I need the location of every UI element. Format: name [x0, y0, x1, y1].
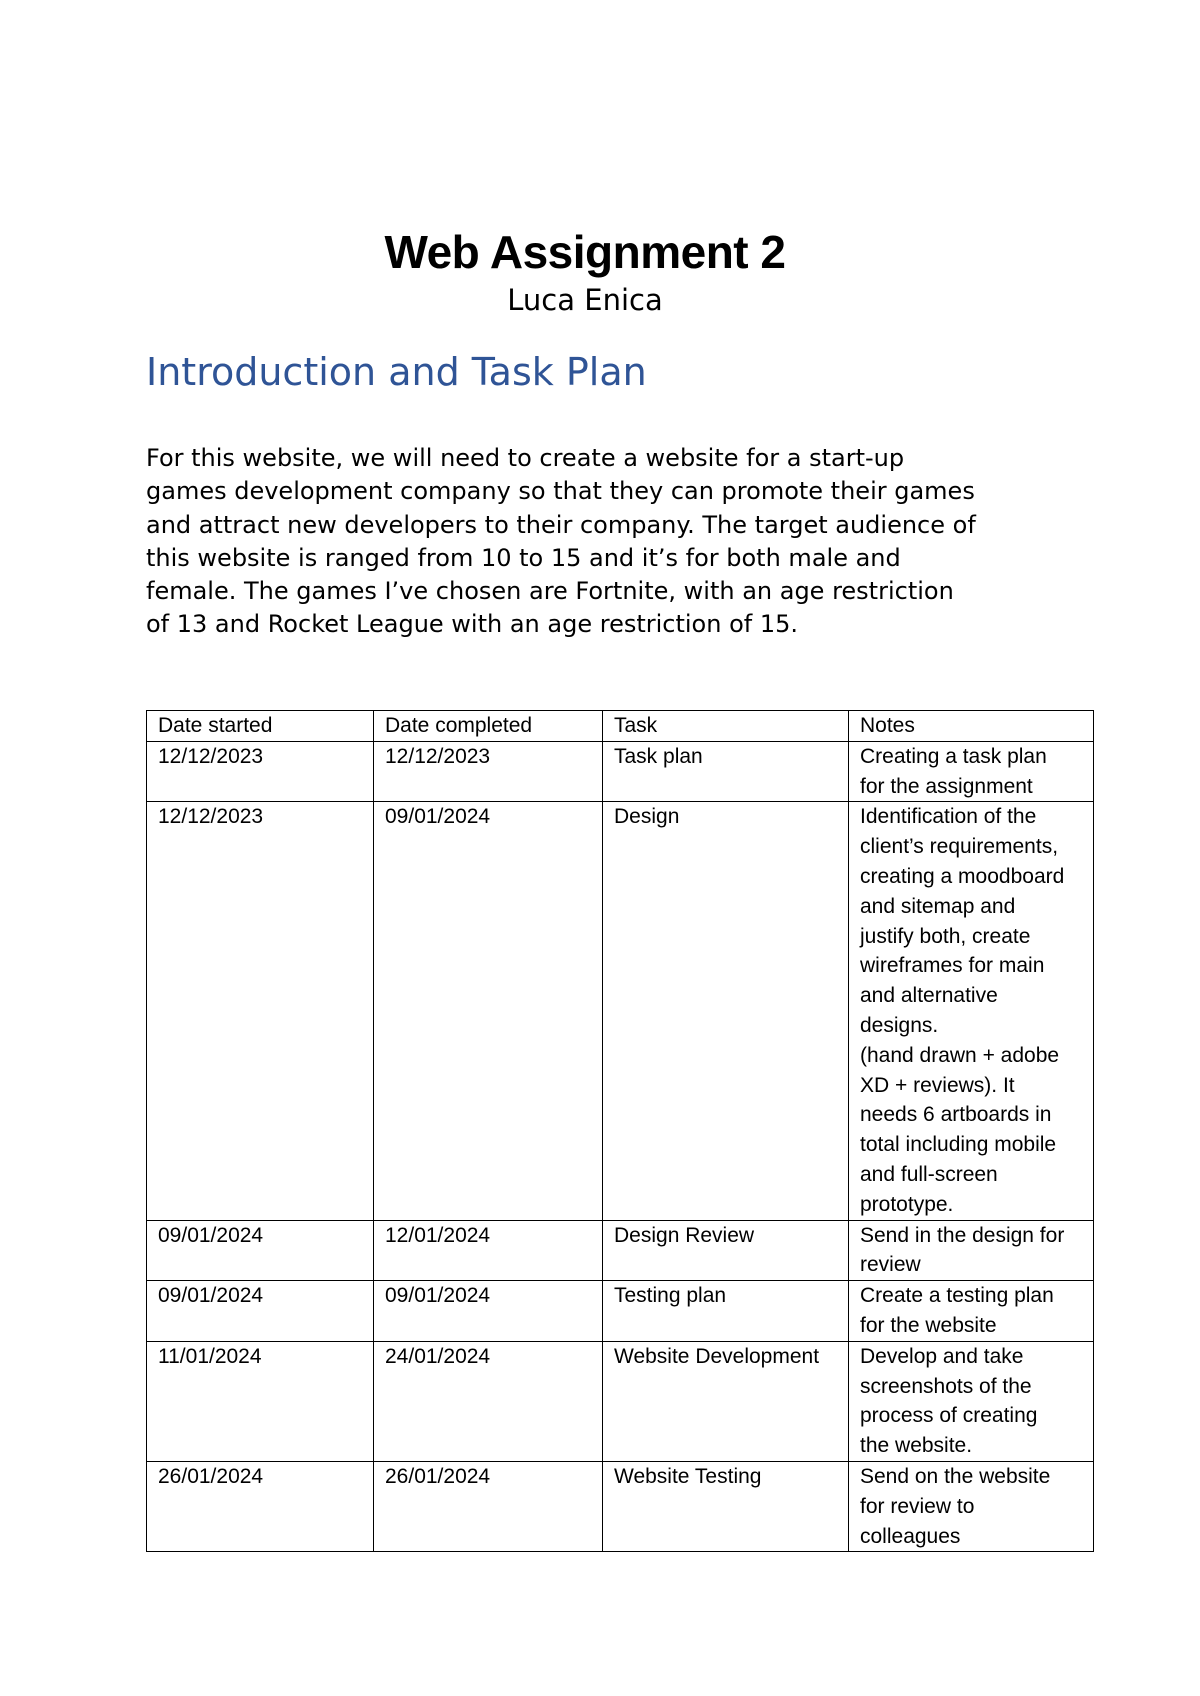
notes-line: Creating a task plan [860, 744, 1047, 768]
cell-date-completed: 09/01/2024 [374, 802, 603, 1220]
header-date-started: Date started [147, 711, 374, 742]
notes-line: (hand drawn + adobe [860, 1043, 1060, 1067]
notes-line: prototype. [860, 1192, 954, 1216]
header-task: Task [603, 711, 849, 742]
author-name: Luca Enica [507, 283, 663, 317]
notes-line: for review to [860, 1494, 975, 1518]
table-row [147, 1461, 1094, 1551]
notes-line: wireframes for main [860, 954, 1045, 978]
notes-line: screenshots of the [860, 1374, 1032, 1398]
table-row [147, 1281, 1094, 1342]
notes-line: total including mobile [860, 1133, 1057, 1157]
intro-line: games development company so that they can promote their games [146, 477, 975, 506]
cell-date-completed: 24/01/2024 [374, 1341, 603, 1461]
cell-date-started: 12/12/2023 [147, 741, 374, 802]
task-plan-table [146, 710, 1094, 1552]
cell-date-completed: 09/01/2024 [374, 1281, 603, 1342]
cell-date-completed: 26/01/2024 [374, 1461, 603, 1551]
cell-notes [849, 1341, 1094, 1461]
cell-date-started: 26/01/2024 [147, 1461, 374, 1551]
notes-line: the website. [860, 1434, 973, 1458]
notes-line: Develop and take [860, 1344, 1024, 1368]
notes-line: designs. [860, 1013, 939, 1037]
header-notes: Notes [849, 711, 1094, 742]
cell-date-started: 12/12/2023 [147, 802, 374, 1220]
cell-date-completed: 12/12/2023 [374, 741, 603, 802]
intro-line: female. The games I’ve chosen are Fortnite, with an age restriction [146, 577, 954, 606]
notes-line: justify both, create [860, 924, 1031, 948]
cell-notes [849, 741, 1094, 802]
section-heading: Introduction and Task Plan [146, 350, 647, 394]
notes-line: colleagues [860, 1524, 961, 1548]
cell-task: Design [603, 802, 849, 1220]
table-row [147, 741, 1094, 802]
intro-line: and attract new developers to their company. The target audience of [146, 510, 976, 539]
cell-task: Task plan [603, 741, 849, 802]
notes-line: for the website [860, 1313, 997, 1337]
cell-task: Testing plan [603, 1281, 849, 1342]
notes-line: Create a testing plan [860, 1284, 1054, 1308]
document-title: Web Assignment 2 [384, 226, 786, 278]
intro-line: of 13 and Rocket League with an age restriction of 15. [146, 610, 799, 639]
notes-line: needs 6 artboards in [860, 1103, 1052, 1127]
intro-paragraph [146, 442, 1086, 642]
notes-line: client’s requirements, [860, 835, 1059, 859]
cell-notes [849, 1281, 1094, 1342]
notes-line: and sitemap and [860, 894, 1016, 918]
cell-date-started: 09/01/2024 [147, 1220, 374, 1281]
cell-date-completed: 12/01/2024 [374, 1220, 603, 1281]
cell-notes [849, 1220, 1094, 1281]
table-row [147, 1341, 1094, 1461]
notes-line: Identification of the [860, 805, 1037, 829]
table-row [147, 802, 1094, 1220]
notes-line: for the assignment [860, 774, 1033, 798]
table-row [147, 1220, 1094, 1281]
cell-date-started: 11/01/2024 [147, 1341, 374, 1461]
notes-line: creating a moodboard [860, 864, 1065, 888]
intro-line: this website is ranged from 10 to 15 and it’s for both male and [146, 543, 901, 572]
notes-line: Send in the design for [860, 1223, 1065, 1247]
notes-line: review [860, 1253, 921, 1277]
cell-notes [849, 802, 1094, 1220]
notes-line: Send on the website [860, 1464, 1051, 1488]
cell-task: Website Testing [603, 1461, 849, 1551]
cell-task: Website Development [603, 1341, 849, 1461]
table-header-row [147, 711, 1094, 742]
cell-notes [849, 1461, 1094, 1551]
notes-line: and alternative [860, 984, 998, 1008]
notes-line: XD + reviews). It [860, 1073, 1015, 1097]
cell-date-started: 09/01/2024 [147, 1281, 374, 1342]
header-date-completed: Date completed [374, 711, 603, 742]
notes-line: process of creating [860, 1404, 1038, 1428]
notes-line: and full-screen [860, 1162, 998, 1186]
cell-task: Design Review [603, 1220, 849, 1281]
intro-line: For this website, we will need to create a website for a start-up [146, 444, 905, 472]
